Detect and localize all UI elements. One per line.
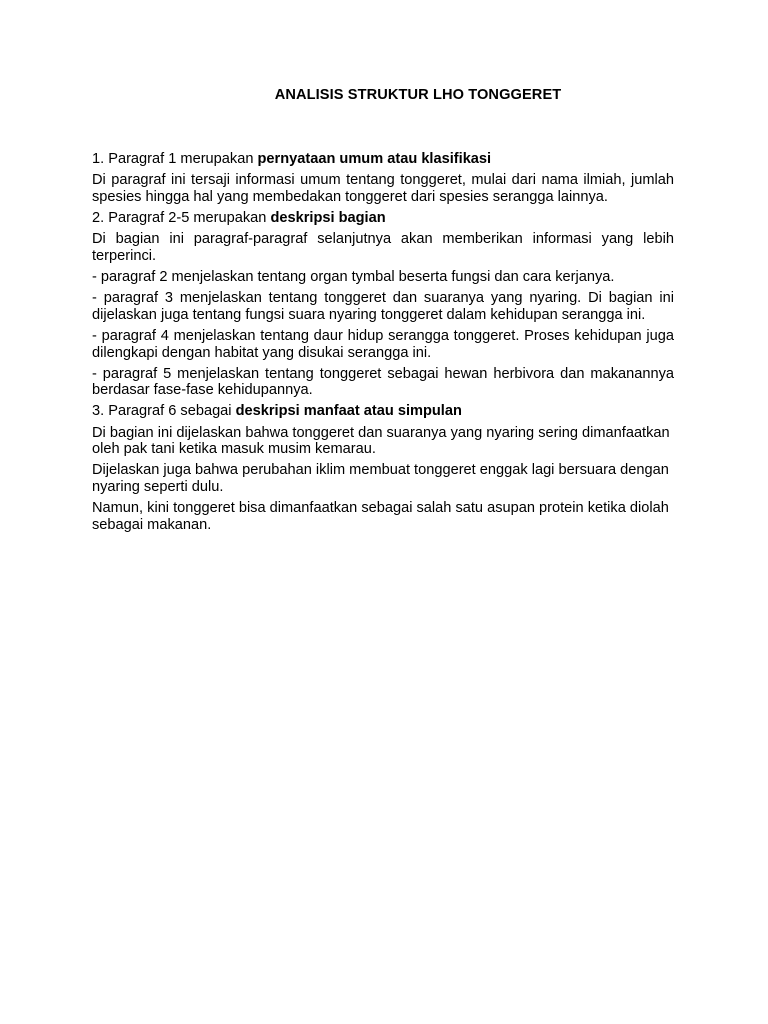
section-3-heading-bold: deskripsi manfaat atau simpulan — [235, 403, 462, 420]
section-2-paragraph-2: - paragraf 2 menjelaskan tentang organ tymbal beserta fungsi dan cara kerjanya. — [92, 268, 615, 285]
section-2-paragraph-3: - paragraf 3 menjelaskan tentang tonggeret dan suaranya yang nyaring. Di bagian ini dijelaskan juga tentang fungsi suara nyaring tonggeret dalam kehidupan serangga ini. — [92, 290, 674, 323]
document-body — [92, 151, 674, 538]
document-title: ANALISIS STRUKTUR LHO TONGGERET — [274, 87, 562, 103]
section-2-heading-bold: deskripsi bagian — [270, 209, 386, 226]
section-1-heading-bold: pernyataan umum atau klasifikasi — [257, 151, 492, 167]
section-1-heading-prefix: 1. Paragraf 1 merupakan — [92, 151, 258, 167]
section-1-paragraph: Di paragraf ini tersaji informasi umum tentang tonggeret, mulai dari nama ilmiah, jumlah spesies hingga hal yang membedakan tonggeret dari spesies serangga lainnya. — [92, 172, 674, 205]
section-2-paragraph-intro: Di bagian ini paragraf-paragraf selanjutnya akan memberikan informasi yang lebih terperinci. — [92, 231, 674, 264]
section-3-heading-prefix: 3. Paragraf 6 sebagai — [92, 403, 236, 420]
section-2-paragraph-5: - paragraf 5 menjelaskan tentang tonggeret sebagai hewan herbivora dan makanannya berdasar fase-fase kehidupannya. — [92, 365, 674, 399]
section-3-paragraph-3: Namun, kini tonggeret bisa dimanfaatkan sebagai salah satu asupan protein ketika diolah sebagai makanan. — [92, 500, 669, 533]
section-3-heading — [92, 403, 674, 420]
section-3-paragraph-2: Dijelaskan juga bahwa perubahan iklim membuat tonggeret enggak lagi bersuara dengan nyaring seperti dulu. — [92, 462, 669, 496]
section-3-paragraph-1: Di bagian ini dijelaskan bahwa tonggeret dan suaranya yang nyaring sering dimanfaatkan oleh pak tani ketika masuk musim kemarau. — [92, 424, 670, 458]
section-2-paragraph-4: - paragraf 4 menjelaskan tentang daur hidup serangga tonggeret. Proses kehidupan juga dilengkapi dengan habitat yang disukai serangga ini. — [92, 327, 674, 361]
section-2-heading-prefix: 2. Paragraf 2-5 merupakan — [92, 209, 271, 226]
section-1-heading — [92, 151, 674, 168]
section-2-heading — [92, 210, 674, 227]
